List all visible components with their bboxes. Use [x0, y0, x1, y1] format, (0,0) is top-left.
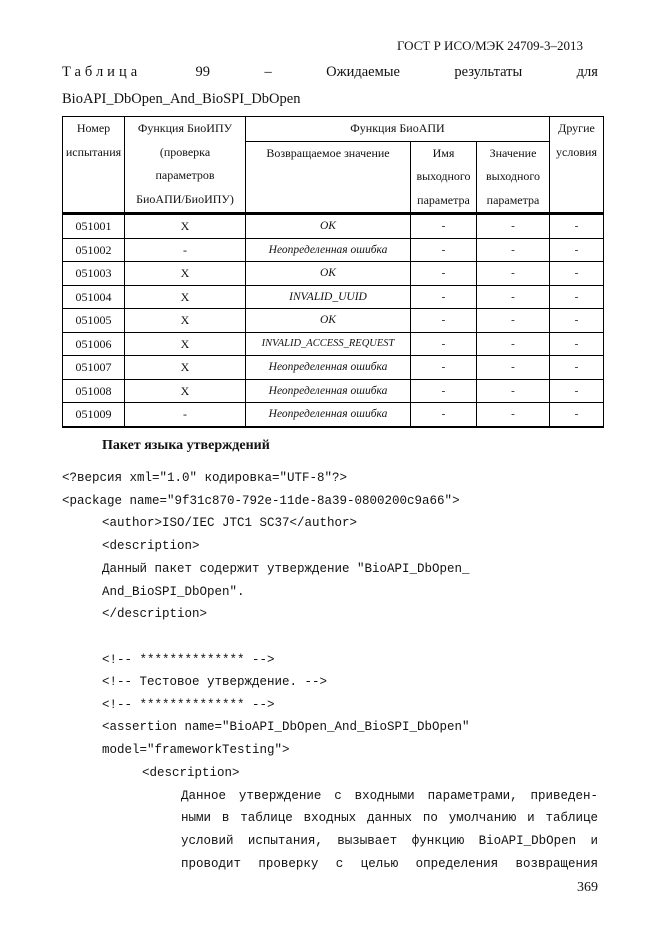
description-line: условий испытания, вызывает функцию BioAPI_DbOpen и: [181, 834, 598, 848]
code-line: <!-- ************** -->: [102, 698, 275, 712]
code-line: <assertion name="BioAPI_DbOpen_And_BioSPI_DbOpen": [102, 720, 470, 734]
table-row: 051008 X Неопределенная ошибка - - -: [63, 379, 604, 403]
table-caption-line2: BioAPI_DbOpen_And_BioSPI_DbOpen: [62, 91, 301, 107]
section-title: Пакет языка утверждений: [102, 438, 270, 453]
code-line: <!-- Тестовое утверждение. -->: [102, 675, 328, 689]
header-output-param-value: Значение выходного параметра: [477, 141, 550, 214]
table-row: 051001 X OK - - -: [63, 214, 604, 239]
table-row: 051004 X INVALID_UUID - - -: [63, 285, 604, 309]
code-line: And_BioSPI_DbOpen".: [102, 585, 245, 599]
table-caption: [62, 64, 598, 81]
table-row: 051009 - Неопределенная ошибка - - -: [63, 403, 604, 427]
code-line: <package name="9f31c870-792e-11de-8a39-0800200c9a66">: [62, 494, 460, 508]
table-row: 051007 X Неопределенная ошибка - - -: [63, 356, 604, 380]
code-line: <description>: [142, 766, 240, 780]
code-line: <description>: [102, 539, 200, 553]
table-row: 051003 X OK - - -: [63, 262, 604, 286]
running-header: ГОСТ Р ИСО/МЭК 24709-3–2013: [396, 38, 583, 53]
header-output-param-name: Имя выходного параметра: [411, 141, 477, 214]
results-table: [62, 116, 604, 428]
caption-word-3: для: [576, 64, 598, 80]
code-line: </description>: [102, 607, 208, 621]
header-test-number: Номер испытания: [63, 117, 125, 214]
header-bioipu-function: Функция БиоИПУ (проверка параметров БиоАПИ/БиоИПУ): [125, 117, 246, 214]
code-line: <?версия xml="1.0" кодировка="UTF-8"?>: [62, 471, 348, 485]
header-other-conditions: Другие условия: [550, 117, 604, 214]
description-line: проводит проверку с целью определения возвращения: [181, 857, 598, 871]
description-line: ными в таблице входных данных по умолчанию и таблице: [181, 811, 598, 825]
caption-word-1: Ожидаемые: [326, 64, 400, 80]
table-row: 051006 X INVALID_ACCESS_REQUEST - - -: [63, 332, 604, 356]
description-line: Данное утверждение с входными параметрами, приведен-: [181, 789, 598, 803]
caption-word-2: результаты: [454, 64, 523, 80]
code-line: Данный пакет содержит утверждение "BioAPI_DbOpen_: [102, 562, 470, 576]
caption-number: 99: [195, 64, 211, 80]
code-line: <!-- ************** -->: [102, 653, 275, 667]
table-row: 051002 - Неопределенная ошибка - - -: [63, 238, 604, 262]
code-line: <author>ISO/IEC JTC1 SC37</author>: [102, 516, 358, 530]
header-bioapi-function: Функция БиоАПИ: [246, 117, 550, 142]
code-line: model="frameworkTesting">: [102, 743, 290, 757]
caption-word: Таблица: [62, 64, 142, 80]
table-row: 051005 X OK - - -: [63, 309, 604, 333]
header-return-value: Возвращаемое значение: [246, 141, 411, 214]
page-number: 369: [577, 880, 598, 895]
caption-dash: –: [264, 64, 272, 80]
